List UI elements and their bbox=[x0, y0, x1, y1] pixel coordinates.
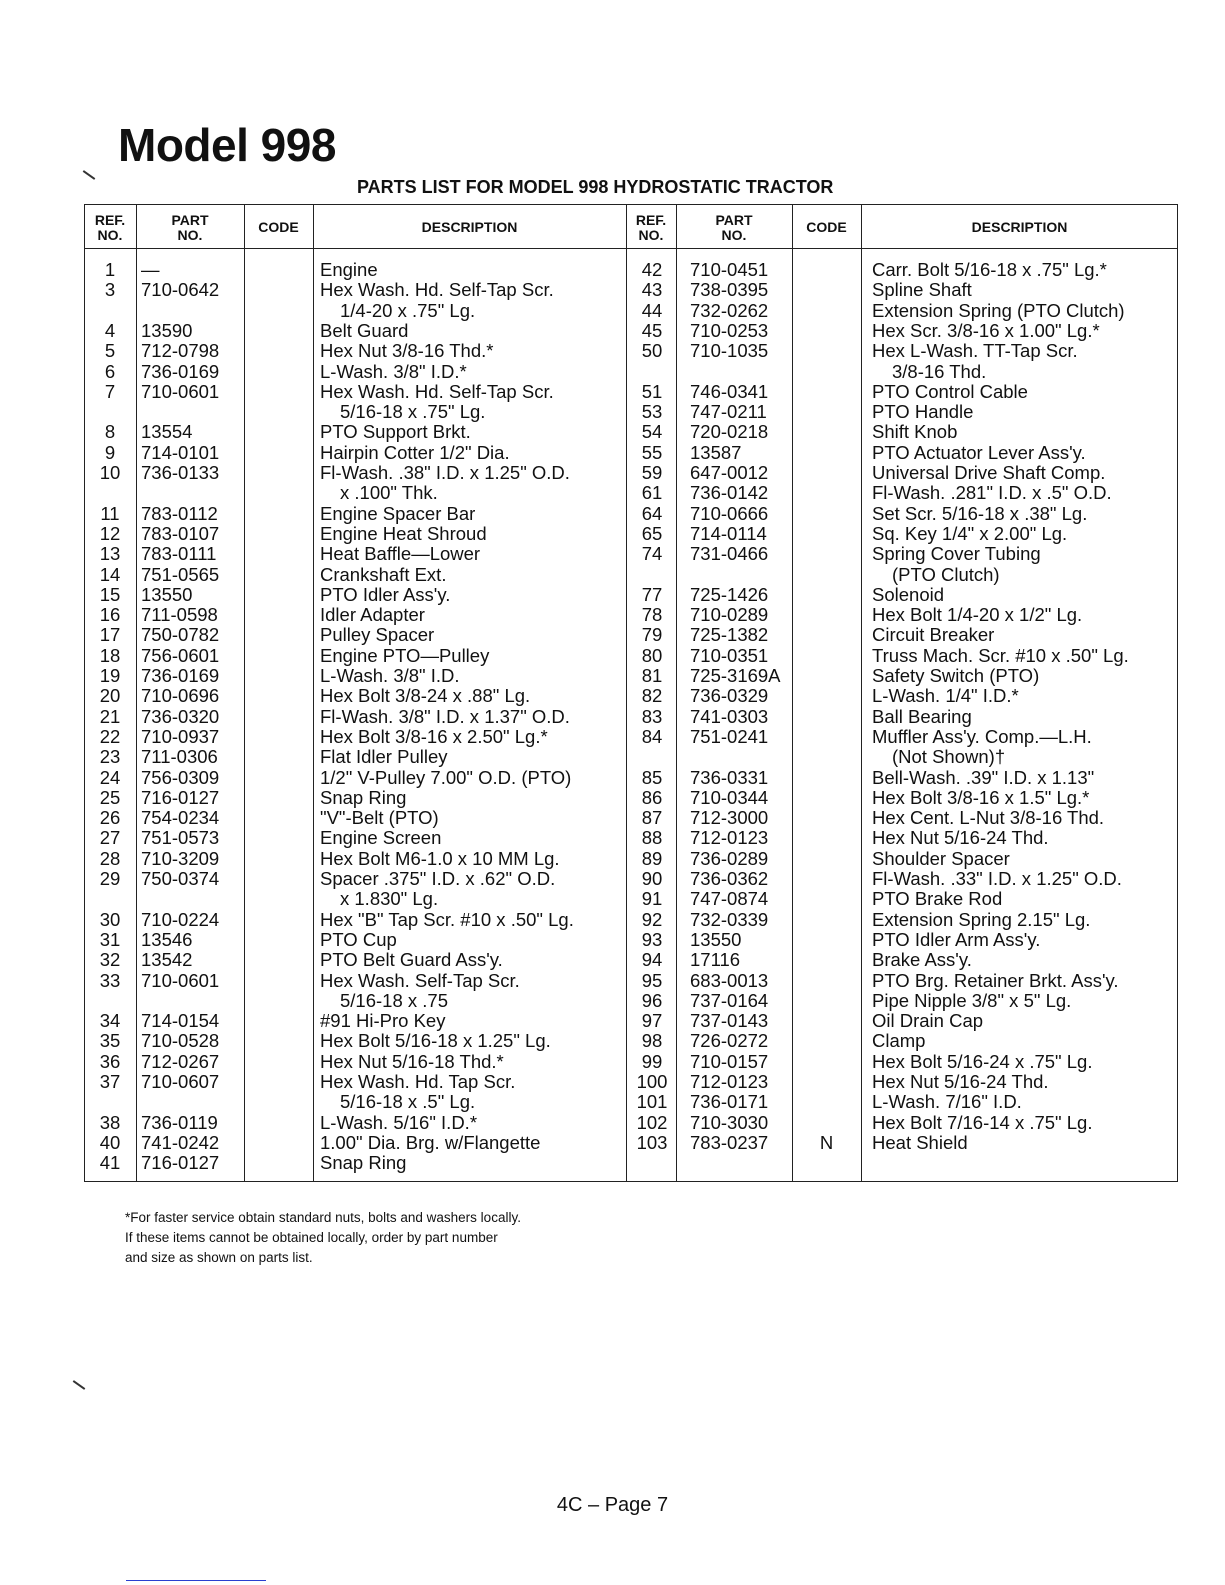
cell-part: 710-0451 bbox=[690, 259, 769, 280]
cell-desc: Hex Bolt 3/8-16 x 2.50" Lg.* bbox=[320, 725, 548, 747]
cell-part: 746-0341 bbox=[690, 380, 769, 402]
cell-part: 13587 bbox=[690, 441, 742, 463]
cell-desc: x 1.830" Lg. bbox=[340, 888, 439, 910]
cell-part: 738-0395 bbox=[690, 279, 769, 301]
cell-part: 741-0303 bbox=[690, 705, 769, 727]
cell-part: 736-0119 bbox=[141, 1111, 218, 1133]
cell-desc: PTO Support Brkt. bbox=[320, 421, 471, 443]
cell-desc: Engine bbox=[320, 259, 378, 280]
column-divider bbox=[136, 204, 137, 1182]
cell-ref: 11 bbox=[100, 502, 120, 524]
column-divider bbox=[313, 204, 314, 1182]
cell-ref: 59 bbox=[641, 462, 663, 483]
header-code: CODE bbox=[258, 219, 299, 236]
cell-desc: Idler Adapter bbox=[320, 604, 425, 626]
cell-desc: Extension Spring 2.15" Lg. bbox=[872, 908, 1091, 930]
cell-part: 710-3209 bbox=[141, 847, 220, 869]
cell-desc: Snap Ring bbox=[320, 1152, 407, 1174]
cell-ref: 77 bbox=[641, 583, 663, 605]
cell-desc: Belt Guard bbox=[320, 319, 409, 341]
cell-part: 736-0169 bbox=[141, 360, 220, 382]
cell-ref: 16 bbox=[99, 604, 121, 626]
header-code: CODE bbox=[806, 219, 847, 236]
cell-ref: 35 bbox=[99, 1030, 121, 1052]
cell-part: 750-0782 bbox=[141, 624, 220, 646]
cell-ref: 23 bbox=[99, 746, 121, 768]
scan-mark bbox=[83, 170, 96, 180]
cell-desc: L-Wash. 1/4" I.D.* bbox=[872, 685, 1019, 707]
cell-ref: 80 bbox=[641, 644, 663, 666]
cell-ref: 96 bbox=[641, 989, 663, 1011]
cell-part: 725-1382 bbox=[690, 624, 769, 646]
cell-part: 756-0309 bbox=[141, 766, 220, 788]
cell-desc: Circuit Breaker bbox=[872, 624, 995, 646]
cell-desc: Solenoid bbox=[872, 583, 945, 605]
cell-desc: Hex Bolt 1/4-20 x 1/2" Lg. bbox=[872, 604, 1083, 626]
page-number: 4C – Page 7 bbox=[556, 1494, 669, 1516]
scan-mark bbox=[73, 1380, 86, 1390]
cell-part: 714-0154 bbox=[141, 1010, 220, 1032]
cell-ref: 17 bbox=[99, 624, 121, 646]
cell-desc: 3/8-16 Thd. bbox=[892, 360, 987, 382]
cell-part: 726-0272 bbox=[690, 1030, 769, 1052]
cell-desc: L-Wash. 7/16" I.D. bbox=[872, 1091, 1022, 1113]
cell-part: 711-0306 bbox=[141, 746, 218, 768]
column-divider bbox=[792, 204, 793, 1182]
cell-desc: Sq. Key 1/4" x 2.00" Lg. bbox=[872, 522, 1068, 544]
cell-desc: Extension Spring (PTO Clutch) bbox=[872, 299, 1125, 321]
cell-part: 710-0528 bbox=[141, 1030, 220, 1052]
header-ref-no: REF. NO. bbox=[635, 211, 667, 243]
cell-ref: 99 bbox=[641, 1050, 663, 1072]
cell-desc: 5/16-18 x .5" Lg. bbox=[340, 1091, 476, 1113]
cell-part: 731-0466 bbox=[690, 543, 769, 565]
cell-part: 736-0362 bbox=[690, 868, 769, 889]
cell-ref: 31 bbox=[99, 928, 121, 950]
cell-ref: 42 bbox=[641, 259, 663, 280]
cell-desc: Hex Nut 5/16-24 Thd. bbox=[872, 827, 1049, 849]
cell-part: 710-0601 bbox=[141, 969, 220, 991]
cell-part: 725-1426 bbox=[690, 583, 769, 605]
cell-ref: 1 bbox=[104, 259, 116, 280]
cell-part: 736-0331 bbox=[690, 766, 769, 788]
cell-desc: Brake Ass'y. bbox=[872, 949, 972, 971]
cell-part: 714-0114 bbox=[690, 522, 767, 544]
cell-ref: 8 bbox=[104, 421, 116, 443]
cell-part: 716-0127 bbox=[141, 1152, 220, 1174]
cell-part: 783-0237 bbox=[690, 1131, 769, 1153]
cell-desc: L-Wash. 3/8" I.D.* bbox=[320, 360, 467, 382]
cell-desc: #91 Hi-Pro Key bbox=[320, 1010, 446, 1032]
cell-part: 736-0142 bbox=[690, 482, 769, 504]
cell-part: 736-0329 bbox=[690, 685, 769, 707]
cell-part: 716-0127 bbox=[141, 786, 220, 808]
cell-part: 747-0211 bbox=[690, 401, 767, 423]
cell-desc: Fl-Wash. .33" I.D. x 1.25" O.D. bbox=[872, 868, 1122, 889]
cell-part: 712-3000 bbox=[690, 807, 769, 829]
cell-ref: 25 bbox=[99, 786, 121, 808]
cell-ref: 28 bbox=[99, 847, 121, 869]
cell-desc: Hex Bolt 7/16-14 x .75" Lg. bbox=[872, 1111, 1093, 1133]
cell-part: 736-0320 bbox=[141, 705, 220, 727]
cell-desc: Hex Bolt 5/16-18 x 1.25" Lg. bbox=[320, 1030, 551, 1052]
cell-part: 710-1035 bbox=[690, 340, 769, 362]
cell-desc: PTO Brake Rod bbox=[872, 888, 1003, 910]
cell-desc: Hex Bolt 5/16-24 x .75" Lg. bbox=[872, 1050, 1093, 1072]
cell-desc: (Not Shown)† bbox=[892, 746, 1006, 768]
cell-desc: Pipe Nipple 3/8" x 5" Lg. bbox=[872, 989, 1072, 1011]
cell-ref: 88 bbox=[641, 827, 663, 849]
cell-ref: 32 bbox=[99, 949, 121, 971]
cell-desc: PTO Idler Arm Ass'y. bbox=[872, 928, 1041, 950]
cell-part: 736-0171 bbox=[690, 1091, 769, 1113]
cell-ref: 50 bbox=[641, 340, 663, 362]
bottom-link-line bbox=[126, 1580, 266, 1581]
cell-part: 13546 bbox=[141, 928, 193, 950]
cell-ref: 34 bbox=[99, 1010, 121, 1032]
cell-ref: 26 bbox=[99, 807, 121, 829]
cell-desc: Fl-Wash. .281" I.D. x .5" O.D. bbox=[872, 482, 1112, 504]
cell-ref: 85 bbox=[641, 766, 663, 788]
cell-part: — bbox=[141, 259, 160, 280]
cell-part: 737-0143 bbox=[690, 1010, 769, 1032]
cell-part: 710-0289 bbox=[690, 604, 769, 626]
cell-desc: Muffler Ass'y. Comp.—L.H. bbox=[872, 725, 1092, 747]
cell-part: 711-0598 bbox=[141, 604, 218, 626]
cell-ref: 74 bbox=[641, 543, 663, 565]
cell-desc: Hex Wash. Hd. Self-Tap Scr. bbox=[320, 380, 554, 402]
cell-part: 710-0601 bbox=[141, 380, 220, 402]
cell-part: 756-0601 bbox=[141, 644, 220, 666]
cell-desc: Hex Scr. 3/8-16 x 1.00" Lg.* bbox=[872, 319, 1100, 341]
cell-desc: Clamp bbox=[872, 1030, 926, 1052]
cell-ref: 84 bbox=[641, 725, 663, 747]
cell-part: 783-0111 bbox=[141, 543, 217, 565]
cell-part: 710-0642 bbox=[141, 279, 220, 301]
footnote: *For faster service obtain standard nuts, bolts and washers locally. If these items cannot be obtained locally, order by part number and size as shown on parts list. bbox=[125, 1210, 521, 1265]
cell-ref: 82 bbox=[641, 685, 663, 707]
cell-ref: 43 bbox=[641, 279, 663, 301]
cell-desc: 1.00" Dia. Brg. w/Flangette bbox=[320, 1131, 541, 1153]
cell-desc: 1/2" V-Pulley 7.00" O.D. (PTO) bbox=[320, 766, 572, 788]
cell-ref: 38 bbox=[99, 1111, 121, 1133]
cell-ref: 29 bbox=[99, 868, 121, 889]
cell-desc: Spacer .375" I.D. x .62" O.D. bbox=[320, 868, 556, 889]
cell-part: 13542 bbox=[141, 949, 193, 971]
cell-ref: 20 bbox=[99, 685, 121, 707]
cell-part: 683-0013 bbox=[690, 969, 769, 991]
cell-desc: Hex Bolt M6-1.0 x 10 MM Lg. bbox=[320, 847, 560, 869]
cell-desc: Hex "B" Tap Scr. #10 x .50" Lg. bbox=[320, 908, 574, 930]
column-divider bbox=[244, 204, 245, 1182]
cell-desc: Hex Wash. Hd. Self-Tap Scr. bbox=[320, 279, 554, 301]
cell-desc: Spline Shaft bbox=[872, 279, 972, 301]
cell-desc: PTO Control Cable bbox=[872, 380, 1028, 402]
cell-desc: Ball Bearing bbox=[872, 705, 972, 727]
cell-ref: 92 bbox=[641, 908, 663, 930]
header-part-no: PART NO. bbox=[171, 211, 209, 243]
cell-ref: 7 bbox=[104, 380, 116, 402]
cell-desc: Hex Nut 5/16-18 Thd.* bbox=[320, 1050, 504, 1072]
cell-ref: 10 bbox=[99, 462, 121, 483]
cell-ref: 6 bbox=[104, 360, 116, 382]
cell-desc: Universal Drive Shaft Comp. bbox=[872, 462, 1106, 483]
cell-part: 754-0234 bbox=[141, 807, 220, 829]
cell-part: 710-3030 bbox=[690, 1111, 769, 1133]
cell-desc: Fl-Wash. 3/8" I.D. x 1.37" O.D. bbox=[320, 705, 570, 727]
cell-ref: 86 bbox=[641, 786, 663, 808]
cell-ref: 91 bbox=[641, 888, 663, 910]
cell-desc: PTO Idler Ass'y. bbox=[320, 583, 451, 605]
cell-part: 712-0123 bbox=[690, 1071, 769, 1092]
cell-desc: 1/4-20 x .75" Lg. bbox=[340, 299, 476, 321]
cell-ref: 89 bbox=[641, 847, 663, 869]
cell-ref: 81 bbox=[641, 665, 663, 686]
cell-part: 750-0374 bbox=[141, 868, 220, 889]
cell-desc: PTO Belt Guard Ass'y. bbox=[320, 949, 503, 971]
header-description: DESCRIPTION bbox=[971, 219, 1068, 236]
cell-part: 710-0224 bbox=[141, 908, 220, 930]
cell-part: 13554 bbox=[141, 421, 193, 443]
cell-ref: 22 bbox=[99, 725, 121, 747]
column-divider bbox=[861, 204, 862, 1182]
cell-ref: 12 bbox=[99, 522, 121, 544]
cell-desc: Engine Heat Shroud bbox=[320, 522, 487, 544]
cell-part: 783-0112 bbox=[141, 502, 218, 524]
cell-desc: Engine PTO—Pulley bbox=[320, 644, 490, 666]
cell-ref: 45 bbox=[641, 319, 663, 341]
cell-ref: 100 bbox=[636, 1071, 668, 1092]
cell-part: 647-0012 bbox=[690, 462, 769, 483]
cell-part: 736-0133 bbox=[141, 462, 220, 483]
header-ref-no: REF. NO. bbox=[94, 211, 126, 243]
cell-part: 737-0164 bbox=[690, 989, 769, 1011]
cell-desc: Flat Idler Pulley bbox=[320, 746, 448, 768]
cell-ref: 19 bbox=[99, 665, 121, 686]
cell-desc: Shoulder Spacer bbox=[872, 847, 1010, 869]
cell-desc: Engine Screen bbox=[320, 827, 442, 849]
cell-ref: 44 bbox=[641, 299, 663, 321]
cell-desc: Set Scr. 5/16-18 x .38" Lg. bbox=[872, 502, 1088, 524]
cell-part: 710-0351 bbox=[690, 644, 769, 666]
cell-desc: Hex Nut 3/8-16 Thd.* bbox=[320, 340, 494, 362]
model-title: Model 998 bbox=[118, 119, 336, 171]
cell-desc: Hex Wash. Hd. Tap Scr. bbox=[320, 1071, 516, 1092]
cell-ref: 87 bbox=[641, 807, 663, 829]
cell-ref: 83 bbox=[641, 705, 663, 727]
cell-desc: Crankshaft Ext. bbox=[320, 563, 447, 585]
cell-desc: L-Wash. 3/8" I.D. bbox=[320, 665, 460, 686]
cell-desc: Hairpin Cotter 1/2" Dia. bbox=[320, 441, 510, 463]
cell-ref: 40 bbox=[99, 1131, 121, 1153]
cell-part: 732-0339 bbox=[690, 908, 769, 930]
column-divider bbox=[676, 204, 677, 1182]
cell-desc: Snap Ring bbox=[320, 786, 407, 808]
cell-ref: 65 bbox=[641, 522, 663, 544]
cell-part: 747-0874 bbox=[690, 888, 769, 910]
cell-ref: 9 bbox=[104, 441, 116, 463]
cell-part: 712-0798 bbox=[141, 340, 220, 362]
cell-desc: x .100" Thk. bbox=[340, 482, 438, 504]
cell-desc: Safety Switch (PTO) bbox=[872, 665, 1040, 686]
cell-desc: Fl-Wash. .38" I.D. x 1.25" O.D. bbox=[320, 462, 570, 483]
cell-ref: 90 bbox=[641, 868, 663, 889]
cell-desc: PTO Cup bbox=[320, 928, 397, 950]
cell-ref: 37 bbox=[99, 1071, 121, 1092]
cell-part: 751-0565 bbox=[141, 563, 220, 585]
cell-part: 751-0241 bbox=[690, 725, 769, 747]
header-part-no: PART NO. bbox=[715, 211, 753, 243]
cell-desc: Hex L-Wash. TT-Tap Scr. bbox=[872, 340, 1078, 362]
cell-part: 710-0666 bbox=[690, 502, 769, 524]
cell-ref: 101 bbox=[636, 1091, 668, 1113]
cell-ref: 94 bbox=[641, 949, 663, 971]
cell-desc: Hex Bolt 3/8-16 x 1.5" Lg.* bbox=[872, 786, 1090, 808]
cell-ref: 102 bbox=[636, 1111, 668, 1133]
header-divider bbox=[84, 248, 1178, 249]
cell-desc: Heat Baffle—Lower bbox=[320, 543, 481, 565]
cell-part: 741-0242 bbox=[141, 1131, 220, 1153]
cell-part: 736-0169 bbox=[141, 665, 220, 686]
cell-ref: 24 bbox=[99, 766, 121, 788]
cell-desc: Carr. Bolt 5/16-18 x .75" Lg.* bbox=[872, 259, 1107, 280]
cell-desc: Hex Bolt 3/8-24 x .88" Lg. bbox=[320, 685, 531, 707]
cell-ref: 41 bbox=[99, 1152, 121, 1174]
cell-part: 710-0607 bbox=[141, 1071, 220, 1092]
cell-part: 720-0218 bbox=[690, 421, 769, 443]
cell-desc: "V"-Belt (PTO) bbox=[320, 807, 439, 829]
cell-part: 714-0101 bbox=[141, 441, 220, 463]
cell-desc: Truss Mach. Scr. #10 x .50" Lg. bbox=[872, 644, 1129, 666]
cell-desc: L-Wash. 5/16" I.D.* bbox=[320, 1111, 478, 1133]
cell-ref: 55 bbox=[641, 441, 663, 463]
cell-part: 13550 bbox=[690, 928, 742, 950]
cell-part: 712-0267 bbox=[141, 1050, 220, 1072]
cell-ref: 79 bbox=[641, 624, 663, 646]
cell-part: 17116 bbox=[690, 949, 741, 971]
cell-part: 710-0937 bbox=[141, 725, 220, 747]
cell-desc: Heat Shield bbox=[872, 1131, 968, 1153]
cell-ref: 78 bbox=[641, 604, 663, 626]
cell-ref: 27 bbox=[99, 827, 121, 849]
cell-desc: Bell-Wash. .39" I.D. x 1.13" bbox=[872, 766, 1095, 788]
cell-part: 710-0253 bbox=[690, 319, 769, 341]
cell-desc: Spring Cover Tubing bbox=[872, 543, 1041, 565]
cell-ref: 103 bbox=[636, 1131, 668, 1153]
cell-ref: 4 bbox=[104, 319, 116, 341]
cell-code: N bbox=[819, 1131, 834, 1153]
cell-part: 732-0262 bbox=[690, 299, 769, 321]
cell-desc: Engine Spacer Bar bbox=[320, 502, 476, 524]
cell-ref: 97 bbox=[641, 1010, 663, 1032]
cell-ref: 61 bbox=[641, 482, 663, 504]
cell-desc: Hex Wash. Self-Tap Scr. bbox=[320, 969, 520, 991]
cell-desc: 5/16-18 x .75" Lg. bbox=[340, 401, 486, 423]
cell-ref: 15 bbox=[99, 583, 121, 605]
cell-desc: Shift Knob bbox=[872, 421, 958, 443]
cell-desc: 5/16-18 x .75 bbox=[340, 989, 448, 1011]
cell-part: 710-0157 bbox=[690, 1050, 769, 1072]
cell-part: 736-0289 bbox=[690, 847, 769, 869]
cell-desc: (PTO Clutch) bbox=[892, 563, 1000, 585]
cell-part: 783-0107 bbox=[141, 522, 220, 544]
cell-part: 712-0123 bbox=[690, 827, 769, 849]
cell-part: 710-0696 bbox=[141, 685, 220, 707]
cell-ref: 54 bbox=[641, 421, 663, 443]
column-divider bbox=[626, 204, 627, 1182]
cell-ref: 18 bbox=[99, 644, 121, 666]
cell-ref: 36 bbox=[99, 1050, 121, 1072]
cell-part: 13590 bbox=[141, 319, 193, 341]
cell-desc: Pulley Spacer bbox=[320, 624, 435, 646]
cell-ref: 95 bbox=[641, 969, 663, 991]
parts-list-heading: PARTS LIST FOR MODEL 998 HYDROSTATIC TRACTOR bbox=[357, 177, 834, 197]
cell-ref: 64 bbox=[641, 502, 663, 524]
cell-desc: PTO Actuator Lever Ass'y. bbox=[872, 441, 1086, 463]
cell-desc: Hex Cent. L-Nut 3/8-16 Thd. bbox=[872, 807, 1105, 829]
cell-desc: PTO Handle bbox=[872, 401, 974, 423]
cell-part: 725-3169A bbox=[690, 665, 781, 686]
cell-ref: 30 bbox=[99, 908, 121, 930]
cell-ref: 3 bbox=[104, 279, 116, 301]
cell-part: 751-0573 bbox=[141, 827, 220, 849]
cell-ref: 93 bbox=[641, 928, 663, 950]
cell-ref: 51 bbox=[641, 380, 663, 402]
cell-ref: 53 bbox=[641, 401, 663, 423]
cell-desc: Oil Drain Cap bbox=[872, 1010, 984, 1032]
cell-ref: 14 bbox=[99, 563, 121, 585]
cell-desc: Hex Nut 5/16-24 Thd. bbox=[872, 1071, 1049, 1092]
header-description: DESCRIPTION bbox=[421, 219, 518, 236]
cell-ref: 98 bbox=[641, 1030, 663, 1052]
cell-ref: 33 bbox=[99, 969, 121, 991]
cell-part: 13550 bbox=[141, 583, 193, 605]
cell-part: 710-0344 bbox=[690, 786, 769, 808]
cell-desc: PTO Brg. Retainer Brkt. Ass'y. bbox=[872, 969, 1119, 991]
cell-ref: 21 bbox=[99, 705, 121, 727]
cell-ref: 5 bbox=[104, 340, 116, 362]
cell-ref: 13 bbox=[99, 543, 121, 565]
